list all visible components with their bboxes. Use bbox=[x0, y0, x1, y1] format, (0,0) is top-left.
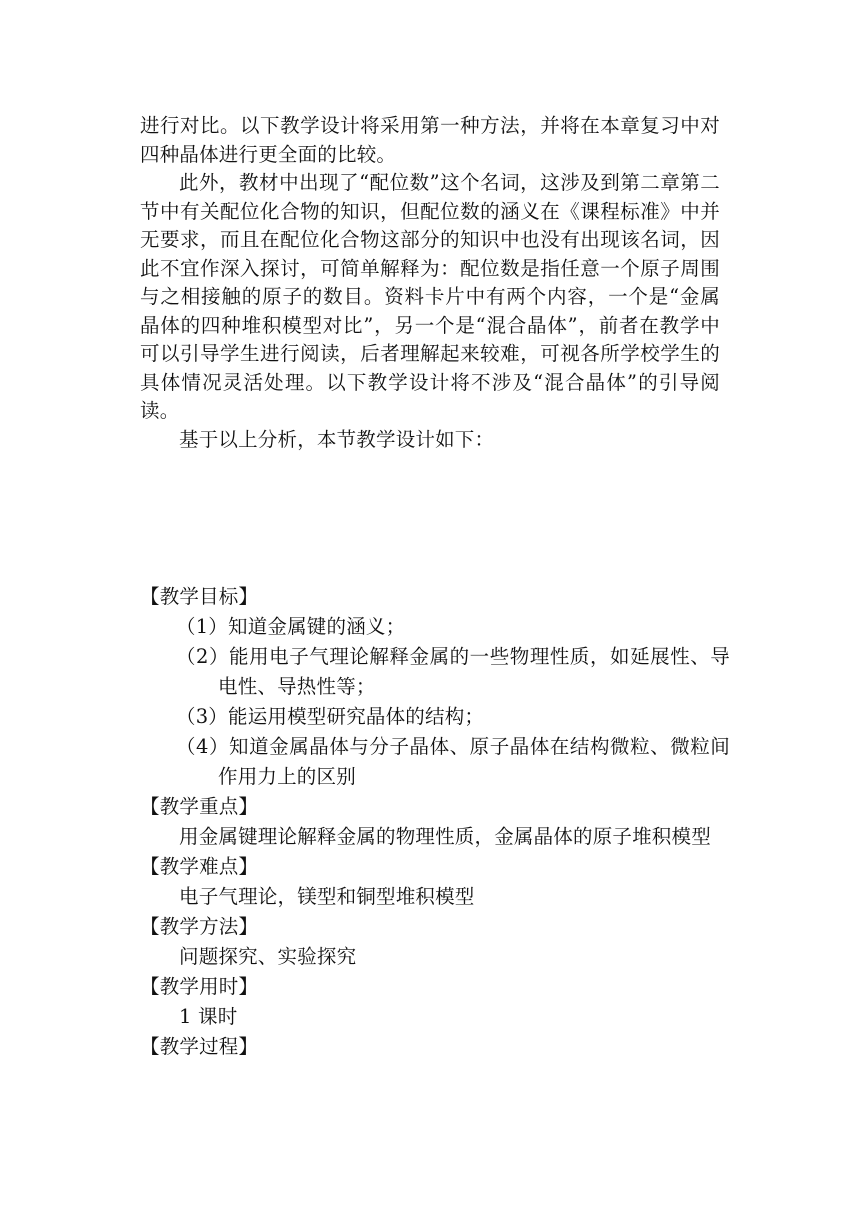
intro-section bbox=[140, 112, 720, 454]
methods-body: 问题探究、实验探究 bbox=[179, 945, 357, 968]
intro-paragraph-3: 基于以上分析，本节教学设计如下： bbox=[179, 427, 495, 451]
key-points-heading: 【教学重点】 bbox=[140, 795, 259, 818]
process-heading: 【教学过程】 bbox=[140, 1035, 259, 1058]
duration-heading: 【教学用时】 bbox=[140, 975, 259, 998]
intro-paragraph-1: 进行对比。以下教学设计将采用第一种方法，并将在本章复习中对四种晶体进行更全面的比较。 bbox=[140, 114, 720, 166]
intro-paragraph-2: 此外，教材中出现了“配位数”这个名词，这涉及到第二章第二节中有关配位化合物的知识，但配位数的涵义在《课程标准》中并无要求，而且在配位化合物这部分的知识中也没有出现该名词，因此不宜作深入探讨，可简单解释为：配位数是指任意一个原子周围与之相接触的原子的数目。资料卡片中有两个内容，一个是“金属晶体的四种堆积模型对比”，另一个是“混合晶体”，前者在教学中可以引导学生进行阅读，后者理解起来较难，可视各所学校学生的具体情况灵活处理。以下教学设计将不涉及“混合晶体”的引导阅读。 bbox=[140, 171, 720, 422]
objective-item-3: （3）能运用模型研究晶体的结构； bbox=[176, 705, 485, 728]
key-points-body: 用金属键理论解释金属的物理性质，金属晶体的原子堆积模型 bbox=[179, 825, 711, 848]
difficulties-heading: 【教学难点】 bbox=[140, 855, 259, 878]
duration-body: 1 课时 bbox=[179, 1005, 238, 1028]
objective-item-1: （1）知道金属键的涵义； bbox=[176, 615, 406, 638]
difficulties-body: 电子气理论，镁型和铜型堆积模型 bbox=[179, 885, 475, 908]
methods-heading: 【教学方法】 bbox=[140, 915, 259, 938]
lesson-plan-section bbox=[140, 582, 730, 1062]
objective-item-2: （2）能用电子气理论解释金属的一些物理性质，如延展性、导电性、导热性等； bbox=[176, 645, 730, 698]
objective-item-4: （4）知道金属晶体与分子晶体、原子晶体在结构微粒、微粒间作用力上的区别 bbox=[176, 735, 730, 788]
objectives-heading: 【教学目标】 bbox=[140, 585, 259, 608]
